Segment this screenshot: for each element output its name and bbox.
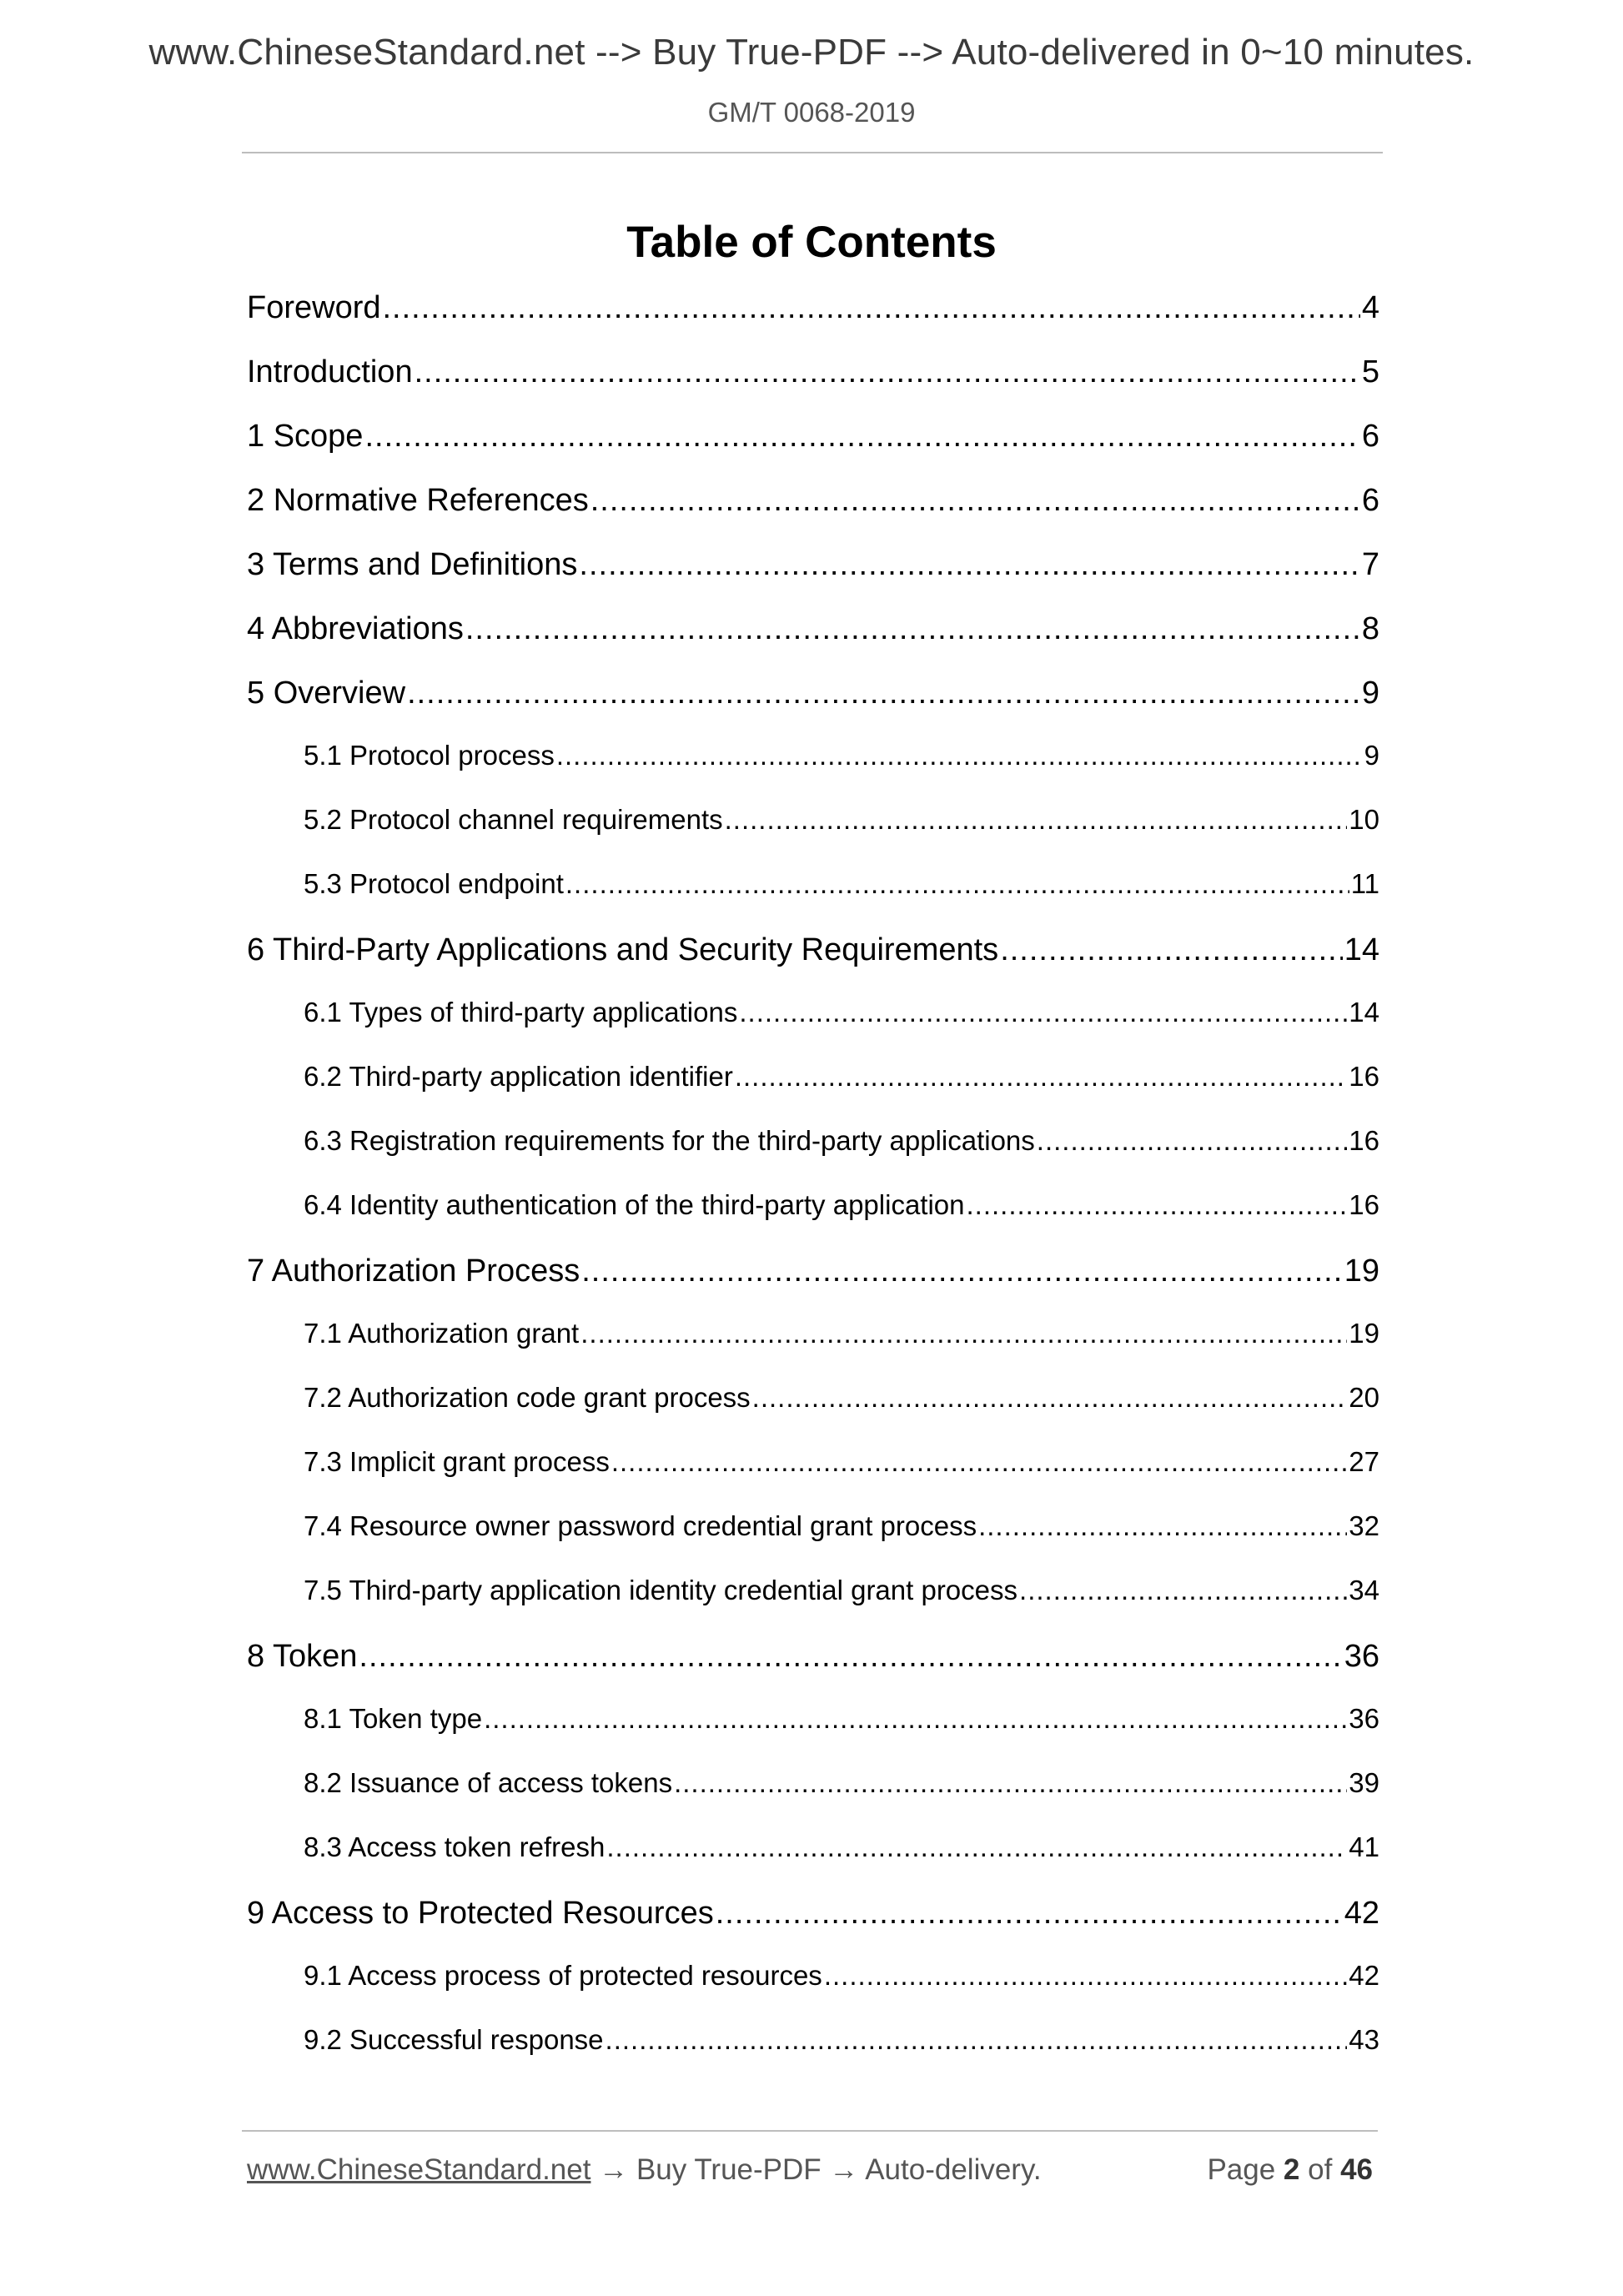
toc-entry-label: 5.2 Protocol channel requirements	[304, 804, 723, 835]
toc-entry-label: 8.2 Issuance of access tokens	[304, 1767, 673, 1798]
toc-entry-label: 7.1 Authorization grant	[304, 1318, 580, 1349]
toc-entry-label: 8 Token	[247, 1639, 358, 1674]
toc-subentry[interactable]	[247, 868, 1379, 932]
toc-entry-page: 19	[1349, 1318, 1379, 1349]
buy-text: Buy True-PDF	[636, 2153, 822, 2186]
of-word: of	[1308, 2153, 1333, 2186]
toc-entry-label: 1 Scope	[247, 419, 364, 454]
toc-entry-label: 9.2 Successful response	[304, 2024, 604, 2055]
toc-entry-page: 42	[1344, 1896, 1379, 1931]
toc-leader	[611, 1446, 1347, 1478]
toc-leader	[359, 1639, 1342, 1675]
toc-entry-page: 41	[1349, 1831, 1379, 1862]
toc-entry[interactable]	[247, 419, 1379, 483]
toc-subentry[interactable]	[247, 1960, 1379, 2024]
arrow-right-icon: →	[829, 2153, 859, 2186]
toc-entry-page: 34	[1349, 1575, 1379, 1605]
toc-entry-page: 7	[1361, 547, 1379, 582]
toc-leader	[465, 611, 1360, 647]
toc-entry-label: 9 Access to Protected Resources	[247, 1896, 714, 1931]
toc-subentry[interactable]	[247, 1189, 1379, 1254]
toc-entry-label: 5 Overview	[247, 676, 406, 711]
toc-subentry[interactable]	[247, 1510, 1379, 1575]
toc-entry-page: 36	[1349, 1703, 1379, 1734]
toc-entry-page: 20	[1349, 1382, 1379, 1413]
toc-subentry[interactable]	[247, 804, 1379, 868]
page-indicator	[1207, 2153, 1373, 2187]
toc-entry-page: 6	[1361, 419, 1379, 454]
toc-subentry[interactable]	[247, 1318, 1379, 1382]
toc-subentry[interactable]	[247, 1125, 1379, 1189]
toc-subentry[interactable]	[247, 1703, 1379, 1767]
toc-entry-page: 14	[1344, 932, 1379, 967]
delivery-text: Auto-delivery.	[865, 2153, 1042, 2186]
toc-leader	[590, 483, 1360, 519]
footer-promo	[247, 2153, 1042, 2187]
toc-leader	[364, 419, 1359, 455]
toc-entry-page: 16	[1349, 1125, 1379, 1156]
toc-entry[interactable]	[247, 1896, 1379, 1960]
toc-entry-page: 16	[1349, 1061, 1379, 1092]
toc-subentry[interactable]	[247, 740, 1379, 804]
toc-entry[interactable]	[247, 676, 1379, 740]
toc-entry-label: 7.3 Implicit grant process	[304, 1446, 610, 1477]
toc-entry-label: 7.2 Authorization code grant process	[304, 1382, 751, 1413]
toc-entry-label: Introduction	[247, 354, 413, 389]
toc-leader	[1000, 932, 1343, 968]
toc-entry-page: 43	[1349, 2024, 1379, 2055]
toc-entry-label: 6.1 Types of third-party applications	[304, 997, 738, 1027]
header-divider	[242, 152, 1383, 153]
toc-leader	[752, 1382, 1348, 1414]
arrow-right-icon: →	[599, 2153, 629, 2186]
toc-entry-label: 5.3 Protocol endpoint	[304, 868, 564, 899]
toc-leader	[978, 1510, 1347, 1542]
toc-entry[interactable]	[247, 1254, 1379, 1318]
toc-entry-page: 42	[1349, 1960, 1379, 1991]
site-banner: www.ChineseStandard.net --> Buy True-PDF --> Auto-delivered in 0~10 minutes.	[148, 32, 1475, 73]
toc-entry-page: 14	[1349, 997, 1379, 1027]
toc-subentry[interactable]	[247, 2024, 1379, 2088]
toc-entry[interactable]	[247, 611, 1379, 676]
page-word: Page	[1207, 2153, 1276, 2186]
toc-subentry[interactable]	[247, 997, 1379, 1061]
toc-leader	[725, 804, 1348, 836]
toc-leader	[824, 1960, 1347, 1992]
toc-leader	[1037, 1125, 1348, 1157]
toc-entry-label: 3 Terms and Definitions	[247, 547, 578, 582]
toc-entry-label: 2 Normative References	[247, 483, 589, 518]
toc-entry-label: Foreword	[247, 290, 381, 325]
site-link[interactable]: www.ChineseStandard.net	[247, 2153, 591, 2186]
toc-leader	[606, 1831, 1347, 1863]
toc-entry-page: 9	[1364, 740, 1379, 771]
toc-entry-page: 36	[1344, 1639, 1379, 1674]
toc-entry[interactable]	[247, 1639, 1379, 1703]
toc-entry-label: 6 Third-Party Applications and Security Requirements	[247, 932, 999, 967]
toc-entry-label: 8.3 Access token refresh	[304, 1831, 605, 1862]
toc-leader	[581, 1254, 1342, 1289]
toc-entry-label: 6.4 Identity authentication of the third-party application	[304, 1189, 965, 1220]
toc-subentry[interactable]	[247, 1446, 1379, 1510]
toc-entry[interactable]	[247, 354, 1379, 419]
table-of-contents	[247, 290, 1379, 2088]
document-number: GM/T 0068-2019	[707, 97, 916, 128]
toc-entry-page: 16	[1349, 1189, 1379, 1220]
toc-entry-label: 7.5 Third-party application identity credential grant process	[304, 1575, 1018, 1605]
toc-subentry[interactable]	[247, 1575, 1379, 1639]
toc-leader	[605, 2024, 1348, 2056]
toc-leader	[674, 1767, 1347, 1799]
toc-leader	[580, 1318, 1347, 1349]
toc-entry-label: 6.2 Third-party application identifier	[304, 1061, 733, 1092]
toc-leader	[967, 1189, 1348, 1221]
toc-leader	[565, 868, 1349, 900]
toc-entry-page: 39	[1349, 1767, 1379, 1798]
toc-entry[interactable]	[247, 290, 1379, 354]
toc-leader	[579, 547, 1359, 583]
toc-leader	[556, 740, 1363, 771]
toc-entry-page: 9	[1361, 676, 1379, 711]
toc-entry[interactable]	[247, 483, 1379, 547]
toc-title: Table of Contents	[626, 218, 997, 267]
toc-entry-label: 7 Authorization Process	[247, 1254, 580, 1289]
toc-entry-page: 11	[1350, 868, 1379, 899]
current-page: 2	[1283, 2153, 1300, 2186]
toc-entry-page: 10	[1349, 804, 1379, 835]
toc-subentry[interactable]	[247, 1831, 1379, 1896]
toc-leader	[407, 676, 1360, 711]
toc-entry[interactable]	[247, 547, 1379, 611]
toc-entry-page: 27	[1349, 1446, 1379, 1477]
toc-subentry[interactable]	[247, 1061, 1379, 1125]
toc-entry-label: 7.4 Resource owner password credential grant process	[304, 1510, 977, 1541]
toc-leader	[716, 1896, 1343, 1932]
toc-entry-label: 8.1 Token type	[304, 1703, 483, 1734]
toc-entry-page: 6	[1361, 483, 1379, 518]
toc-entry-page: 5	[1361, 354, 1379, 389]
total-pages: 46	[1340, 2153, 1373, 2186]
toc-entry-page: 19	[1344, 1254, 1379, 1289]
toc-entry-label: 6.3 Registration requirements for the third-party applications	[304, 1125, 1035, 1156]
toc-leader	[415, 354, 1360, 390]
toc-entry-page: 8	[1361, 611, 1379, 646]
toc-leader	[739, 997, 1347, 1028]
toc-subentry[interactable]	[247, 1382, 1379, 1446]
toc-subentry[interactable]	[247, 1767, 1379, 1831]
footer-divider	[242, 2130, 1378, 2132]
toc-entry-page: 4	[1361, 290, 1379, 325]
toc-entry-page: 32	[1349, 1510, 1379, 1541]
toc-leader	[383, 290, 1360, 326]
toc-entry[interactable]	[247, 932, 1379, 997]
toc-leader	[735, 1061, 1347, 1093]
toc-leader	[484, 1703, 1347, 1735]
toc-entry-label: 4 Abbreviations	[247, 611, 464, 646]
toc-leader	[1019, 1575, 1347, 1606]
toc-entry-label: 9.1 Access process of protected resources	[304, 1960, 822, 1991]
toc-entry-label: 5.1 Protocol process	[304, 740, 555, 771]
